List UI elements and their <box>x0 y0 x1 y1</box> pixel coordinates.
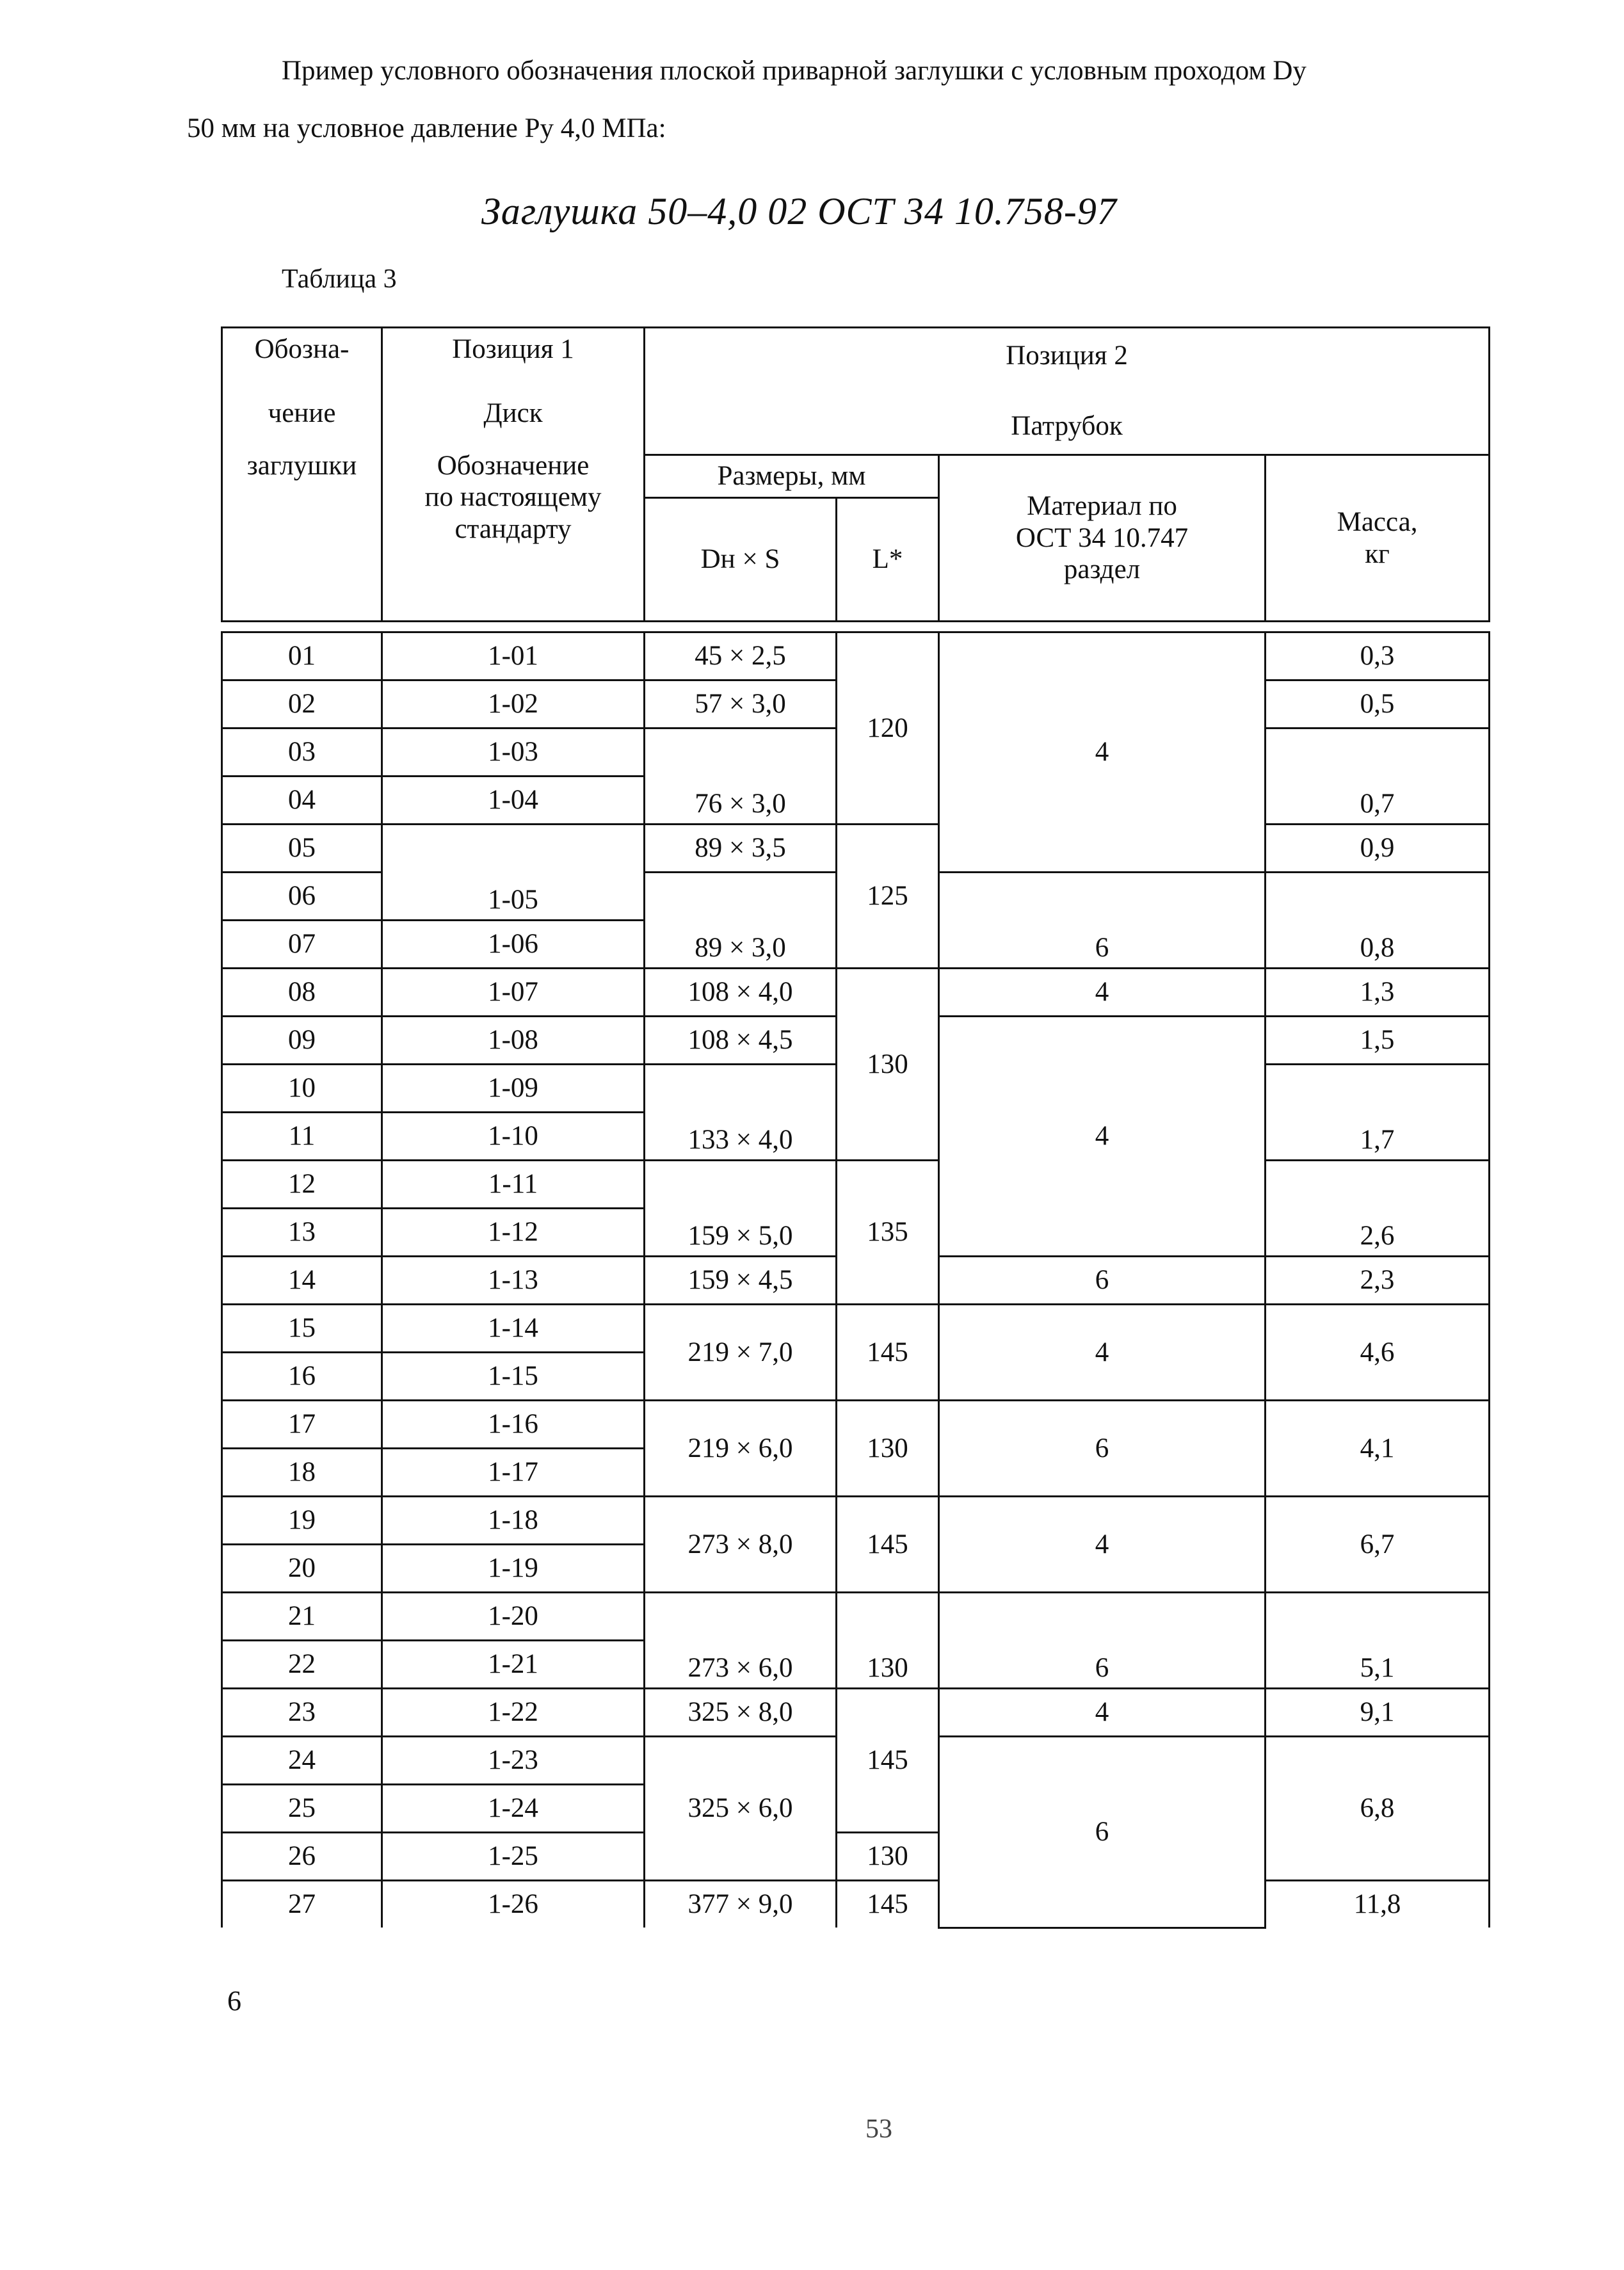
cell-mass: 0,9 <box>1266 825 1490 873</box>
cell-material: 4 <box>939 1689 1266 1737</box>
cell-code: 03 <box>222 728 382 777</box>
cell-mass: 4,1 <box>1266 1401 1490 1497</box>
intro-paragraph <box>187 42 1459 157</box>
cell-code: 22 <box>222 1641 382 1689</box>
cell-disk: 1-03 <box>382 728 645 777</box>
cell-code: 24 <box>222 1737 382 1785</box>
header-material <box>939 455 1266 622</box>
cell-code: 23 <box>222 1689 382 1737</box>
cell-material: 6 <box>939 1257 1266 1305</box>
cell-disk: 1-23 <box>382 1737 645 1785</box>
table-row <box>222 1497 1490 1545</box>
cell-dn: 159 × 4,5 <box>645 1257 837 1305</box>
cell-code: 20 <box>222 1545 382 1593</box>
cell-mass: 1,3 <box>1266 969 1490 1017</box>
cell-disk: 1-24 <box>382 1785 645 1833</box>
cell-code: 14 <box>222 1257 382 1305</box>
cell-material: 6 <box>939 1593 1266 1689</box>
cell-material: 4 <box>939 1305 1266 1401</box>
table-row <box>222 632 1490 680</box>
header-text: по настоящему <box>424 482 602 513</box>
cell-code: 11 <box>222 1113 382 1161</box>
cell-disk: 1-01 <box>382 632 645 680</box>
cell-disk: 1-05 <box>382 825 645 921</box>
page-side-number: 6 <box>227 1985 241 2016</box>
cell-disk: 1-07 <box>382 969 645 1017</box>
cell-disk: 1-12 <box>382 1209 645 1257</box>
header-position-2 <box>645 328 1490 455</box>
cell-code: 16 <box>222 1353 382 1401</box>
header-text: Масса, <box>1337 507 1418 538</box>
cell-code: 04 <box>222 777 382 825</box>
cell-code: 08 <box>222 969 382 1017</box>
cell-disk: 1-17 <box>382 1449 645 1497</box>
table-caption: Таблица 3 <box>282 264 397 294</box>
cell-code: 18 <box>222 1449 382 1497</box>
header-sizes: Размеры, мм <box>645 455 939 498</box>
cell-l: 130 <box>837 969 939 1161</box>
cell-mass: 0,7 <box>1266 728 1490 825</box>
header-text: стандарту <box>454 513 572 544</box>
cell-dn: 89 × 3,0 <box>645 873 837 969</box>
cell-material: 4 <box>939 632 1266 873</box>
header-text: заглушки <box>246 451 357 481</box>
header-designation <box>222 328 382 622</box>
cell-disk: 1-13 <box>382 1257 645 1305</box>
cell-dn: 89 × 3,5 <box>645 825 837 873</box>
cell-mass: 11,8 <box>1266 1881 1490 1928</box>
cell-material: 6 <box>939 873 1266 969</box>
cell-code: 19 <box>222 1497 382 1545</box>
table-row <box>222 1401 1490 1449</box>
cell-code: 05 <box>222 825 382 873</box>
table-row <box>222 969 1490 1017</box>
cell-dn: 108 × 4,5 <box>645 1017 837 1065</box>
cell-disk: 1-16 <box>382 1401 645 1449</box>
table-row <box>222 1881 1490 1928</box>
header-text: раздел <box>1063 554 1141 585</box>
cell-disk: 1-02 <box>382 680 645 728</box>
cell-code: 21 <box>222 1593 382 1641</box>
header-text: Обозначение <box>437 451 590 481</box>
cell-dn: 76 × 3,0 <box>645 728 837 825</box>
intro-line-1: Пример условного обозначения плоской приварной заглушки с условным проходом Dy <box>282 56 1306 86</box>
header-text: Материал по <box>1027 491 1177 522</box>
header-text: чение <box>268 398 336 428</box>
cell-code: 13 <box>222 1209 382 1257</box>
cell-l: 135 <box>837 1161 939 1305</box>
cell-mass: 2,6 <box>1266 1161 1490 1257</box>
intro-line-2: 50 мм на условное давление Py 4,0 МПа: <box>187 113 666 143</box>
cell-dn: 159 × 5,0 <box>645 1161 837 1257</box>
cell-disk: 1-19 <box>382 1545 645 1593</box>
cell-dn: 273 × 6,0 <box>645 1593 837 1689</box>
table-row <box>222 1305 1490 1353</box>
cell-code: 09 <box>222 1017 382 1065</box>
header-text: Диск <box>483 398 543 428</box>
cell-dn: 325 × 8,0 <box>645 1689 837 1737</box>
cell-disk: 1-21 <box>382 1641 645 1689</box>
cell-code: 06 <box>222 873 382 921</box>
cell-dn: 273 × 8,0 <box>645 1497 837 1593</box>
table-header-row-1 <box>222 328 1490 455</box>
cell-l: 130 <box>837 1833 939 1881</box>
cell-mass: 1,5 <box>1266 1017 1490 1065</box>
cell-disk: 1-20 <box>382 1593 645 1641</box>
cell-code: 01 <box>222 632 382 680</box>
header-text: Патрубок <box>1011 411 1123 442</box>
header-text: Позиция 2 <box>1006 341 1128 371</box>
cell-mass: 1,7 <box>1266 1065 1490 1161</box>
cell-l: 145 <box>837 1305 939 1401</box>
cell-material: 4 <box>939 969 1266 1017</box>
cell-mass: 2,3 <box>1266 1257 1490 1305</box>
header-text: Обозна- <box>254 334 350 364</box>
cell-disk: 1-25 <box>382 1833 645 1881</box>
cell-disk: 1-14 <box>382 1305 645 1353</box>
cell-code: 07 <box>222 921 382 969</box>
cell-disk: 1-15 <box>382 1353 645 1401</box>
cell-mass: 4,6 <box>1266 1305 1490 1401</box>
cell-l: 145 <box>837 1881 939 1928</box>
cell-dn: 219 × 6,0 <box>645 1401 837 1497</box>
cell-l: 130 <box>837 1593 939 1689</box>
header-l: L* <box>837 498 939 622</box>
cell-disk: 1-18 <box>382 1497 645 1545</box>
cell-l: 145 <box>837 1689 939 1833</box>
cell-mass: 6,8 <box>1266 1737 1490 1881</box>
cell-l: 130 <box>837 1401 939 1497</box>
header-gap <box>222 622 1490 632</box>
cell-mass: 5,1 <box>1266 1593 1490 1689</box>
cell-disk: 1-22 <box>382 1689 645 1737</box>
cell-material: 4 <box>939 1497 1266 1593</box>
cell-code: 17 <box>222 1401 382 1449</box>
cell-l: 120 <box>837 632 939 825</box>
cell-code: 15 <box>222 1305 382 1353</box>
cell-disk: 1-10 <box>382 1113 645 1161</box>
cell-material: 6 <box>939 1401 1266 1497</box>
designation-example: Заглушка 50–4,0 02 ОСТ 34 10.758-97 <box>481 190 1117 232</box>
cell-mass: 6,7 <box>1266 1497 1490 1593</box>
cell-disk: 1-09 <box>382 1065 645 1113</box>
cell-code: 10 <box>222 1065 382 1113</box>
table-row <box>222 825 1490 873</box>
cell-code: 26 <box>222 1833 382 1881</box>
cell-code: 25 <box>222 1785 382 1833</box>
header-mass <box>1266 455 1490 622</box>
cell-code: 27 <box>222 1881 382 1928</box>
cell-material: 6 <box>939 1737 1266 1928</box>
cell-disk: 1-04 <box>382 777 645 825</box>
cell-dn: 108 × 4,0 <box>645 969 837 1017</box>
header-text: кг <box>1365 538 1390 569</box>
cell-dn: 57 × 3,0 <box>645 680 837 728</box>
cell-disk: 1-11 <box>382 1161 645 1209</box>
table-row <box>222 1161 1490 1209</box>
cell-mass: 0,5 <box>1266 680 1490 728</box>
cell-code: 12 <box>222 1161 382 1209</box>
cell-disk: 1-26 <box>382 1881 645 1928</box>
table-row <box>222 1689 1490 1737</box>
cell-l: 125 <box>837 825 939 969</box>
plugs-table <box>221 326 1490 1929</box>
cell-disk: 1-08 <box>382 1017 645 1065</box>
cell-dn: 377 × 9,0 <box>645 1881 837 1928</box>
cell-disk: 1-06 <box>382 921 645 969</box>
cell-dn: 133 × 4,0 <box>645 1065 837 1161</box>
cell-material: 4 <box>939 1017 1266 1257</box>
header-text: Позиция 1 <box>452 334 574 364</box>
header-text: ОСТ 34 10.747 <box>1015 522 1189 553</box>
cell-mass: 0,8 <box>1266 873 1490 969</box>
cell-l: 145 <box>837 1497 939 1593</box>
cell-mass: 0,3 <box>1266 632 1490 680</box>
table-row <box>222 1593 1490 1641</box>
header-dn-s: Dн × S <box>645 498 837 622</box>
cell-mass: 9,1 <box>1266 1689 1490 1737</box>
cell-code: 02 <box>222 680 382 728</box>
cell-dn: 219 × 7,0 <box>645 1305 837 1401</box>
cell-dn: 325 × 6,0 <box>645 1737 837 1881</box>
cell-dn: 45 × 2,5 <box>645 632 837 680</box>
page-number: 53 <box>865 2114 892 2144</box>
header-position-1 <box>382 328 645 622</box>
